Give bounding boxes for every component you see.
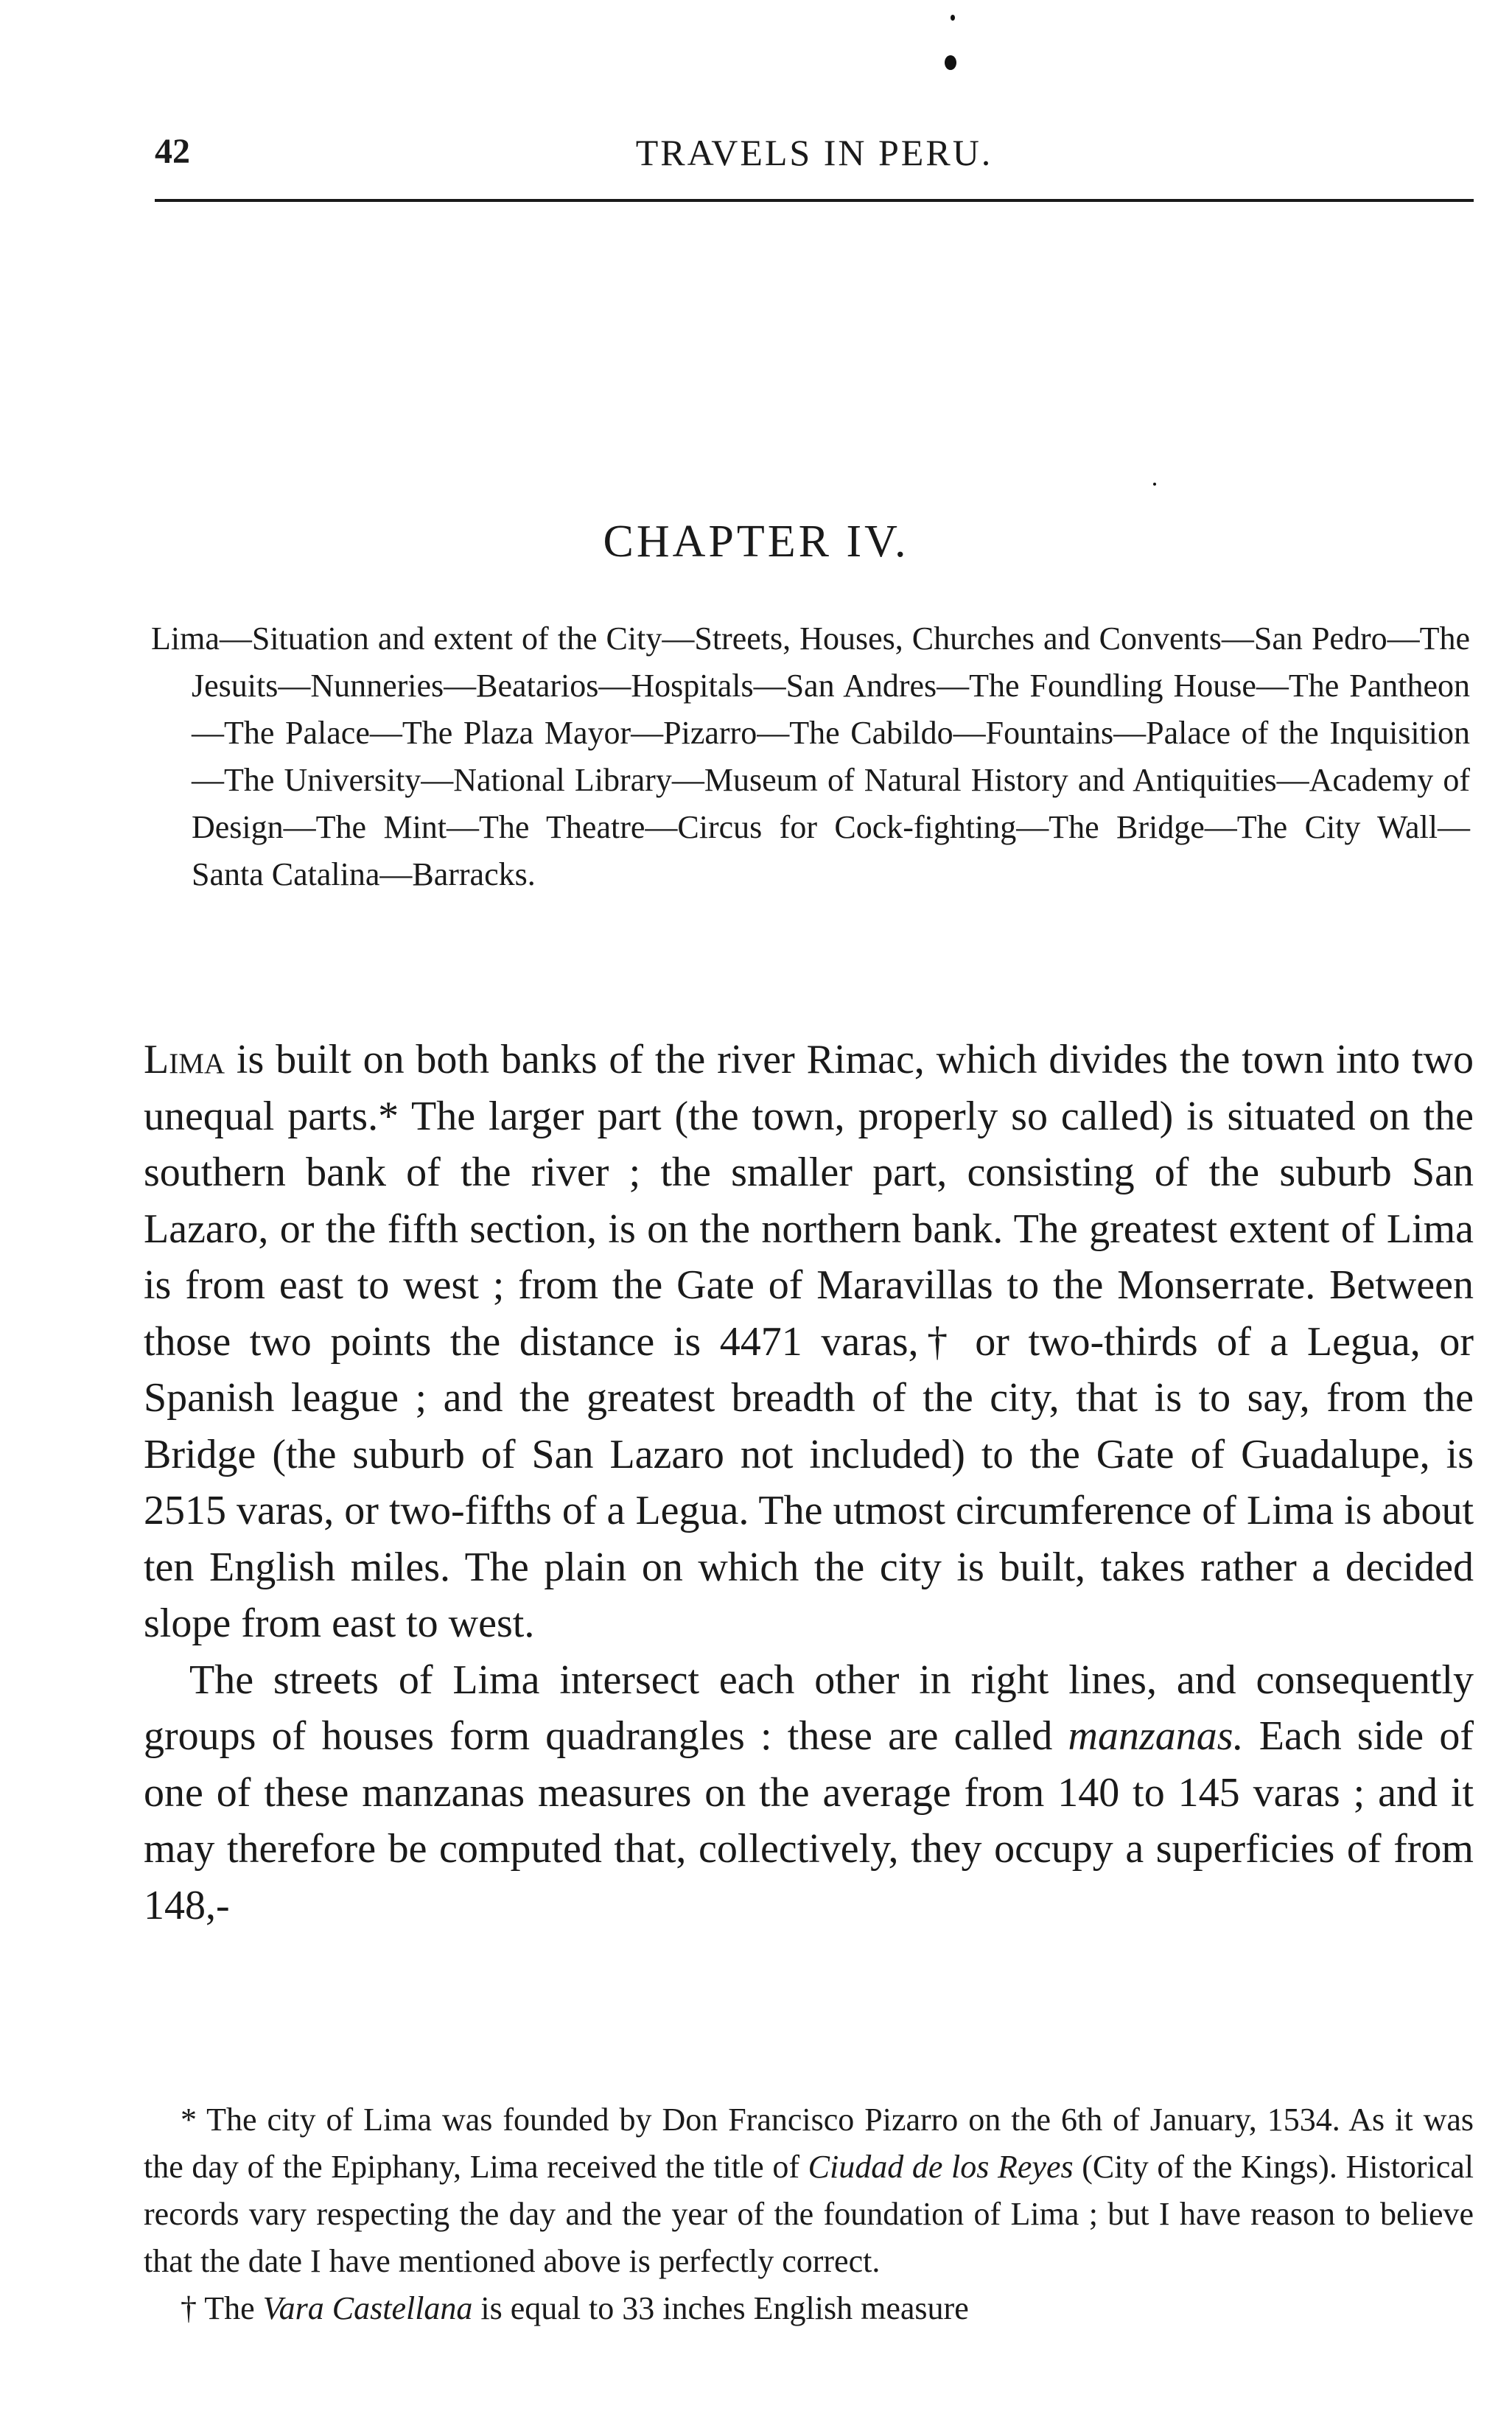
footnote-star-text-a: * The city of Lima was founded by Don Francisco Pizarro on the 6th of January, 1534. As it was the day of the Epiphany, Lima received the title of (144, 2102, 1474, 2185)
paragraph-lead-word: Lima (144, 1037, 225, 1082)
ink-speck-mark (945, 55, 956, 70)
footnote-dagger (144, 2285, 1474, 2332)
ink-speck-mark (951, 15, 955, 21)
synopsis-text: Lima—Situation and extent of the City—Streets, Houses, Churches and Convents—San Pedro—The Jesuits—Nunneries—Beatarios—Hospitals—San Andres—The Foundling House—The Pantheon—The Palace—The Plaza Mayor—Pizarro—The Cabildo—Fountains—Palace of the Inquisition—The University—National Library—Museum of Natural History and Antiquities—Academy of Design—The Mint—The Theatre—Circus for Cock-fighting—The Bridge—The City Wall—Santa Catalina—Barracks. (151, 620, 1470, 892)
footnote-star-italic: Ciudad de los Reyes (808, 2149, 1074, 2185)
chapter-synopsis (151, 615, 1470, 898)
paragraph-2 (144, 1652, 1474, 1934)
footnote-star (144, 2096, 1474, 2285)
italic-term: manzanas. (1068, 1713, 1244, 1759)
paragraph-1 (144, 1032, 1474, 1652)
footnotes (144, 2096, 1474, 2332)
footnote-dagger-text-b: is equal to 33 inches English measure (472, 2290, 969, 2326)
footnote-dagger-italic: Vara Castellana (262, 2290, 473, 2326)
paragraph-1-text: is built on both banks of the river Rimac, which divides the town into two unequal parts.* The larger part (the town, properly so called) is situated on the southern bank of the river ; the smaller part, consisting of the suburb San Lazaro, or the fifth section, is on the northern bank. The greatest extent of Lima is from east to west ; from the Gate of Maravillas to the Monserrate. Between those two points the distance is 4471 varas,† or two-thirds of a Legua, or Spanish league ; and the greatest breadth of the city, that is to say, from the Bridge (the suburb of San Lazaro not included) to the Gate of Guadalupe, is 2515 varas, or two-fifths of a Legua. The utmost circumference of Lima is about ten English miles. The plain on which the city is built, takes rather a decided slope from east to west. (144, 1037, 1474, 1646)
footnote-dagger-text-a: † The (181, 2290, 263, 2326)
page-number: 42 (155, 132, 190, 171)
running-header (155, 125, 1474, 184)
running-title: TRAVELS IN PERU. (635, 132, 993, 173)
header-rule (155, 199, 1474, 202)
chapter-heading: CHAPTER IV. (603, 517, 909, 567)
paragraph-2-text-a: The streets of Lima intersect each other in right lines, and consequently groups of houses form quadrangles : these are called (144, 1656, 1474, 1759)
footnote-star-text-b: (City of the Kings). Historical records vary respecting the day and the year of the foundation of Lima ; but I have reason to believe that the date I have mentioned above is perfectly correct. (144, 2149, 1474, 2279)
body-text (144, 1032, 1474, 1934)
ink-speck-mark (1153, 483, 1156, 486)
paragraph-2-text-b: Each side of one of these manzanas measures on the average from 140 to 145 varas ; and it may therefore be computed that, collectively, they occupy a superficies of from 148,- (144, 1713, 1474, 1928)
